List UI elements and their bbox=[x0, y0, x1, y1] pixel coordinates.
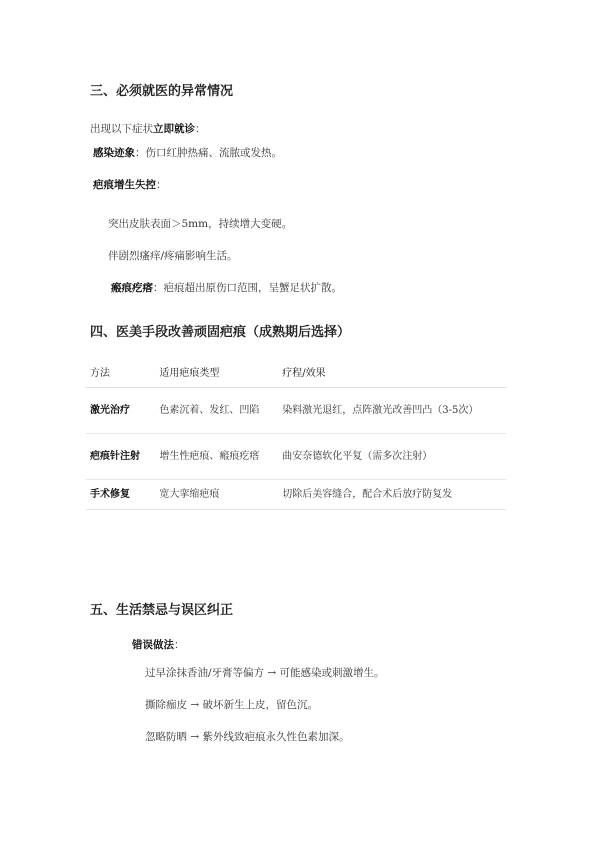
scar-line bbox=[93, 177, 167, 192]
infection-text: ：伤口红肿热痛、流脓或发热。 bbox=[135, 147, 282, 159]
table-cell-method: 激光治疗 bbox=[86, 388, 155, 434]
keloid-line bbox=[111, 280, 342, 295]
section4-heading: 四、医美手段改善顽固疤痕（成熟期后选择） bbox=[90, 325, 351, 340]
treatment-table bbox=[86, 356, 506, 510]
table-cell-effect: 曲安奈德软化平复（需多次注射） bbox=[278, 434, 506, 480]
table-cell-method: 疤痕针注射 bbox=[86, 434, 155, 480]
infection-line bbox=[93, 145, 282, 160]
keloid-text: ：疤痕超出原伤口范围，呈蟹足状扩散。 bbox=[153, 282, 342, 294]
wrong-item-2: 撕除痂皮 → 破坏新生上皮，留色沉。 bbox=[145, 699, 318, 711]
scar-item-1: 突出皮肤表面＞5mm，持续增大变硬。 bbox=[108, 218, 293, 230]
table-cell-method: 手术修复 bbox=[86, 480, 155, 510]
keloid-label: 瘢痕疙瘩 bbox=[111, 282, 153, 294]
table-cell-type: 增生性疤痕、瘢痕疙瘩 bbox=[155, 434, 278, 480]
section3-heading: 三、必须就医的异常情况 bbox=[90, 84, 234, 99]
table-row bbox=[86, 388, 506, 434]
scar-item-2: 伴剧烈瘙痒/疼痛影响生活。 bbox=[108, 250, 238, 262]
table-row bbox=[86, 480, 506, 510]
table-cell-effect: 染料激光退红，点阵激光改善凹凸（3-5次） bbox=[278, 388, 506, 434]
column-header-effect: 疗程/效果 bbox=[278, 356, 506, 388]
infection-label: 感染迹象 bbox=[93, 147, 135, 159]
intro-prefix: 出现以下症状 bbox=[90, 123, 153, 135]
table-cell-effect: 切除后美容缝合，配合术后放疗防复发 bbox=[278, 480, 506, 510]
wrong-practices-line bbox=[132, 637, 185, 652]
section5-heading: 五、生活禁忌与误区纠正 bbox=[90, 603, 234, 618]
table-cell-type: 宽大挛缩疤痕 bbox=[155, 480, 278, 510]
column-header-type: 适用疤痕类型 bbox=[155, 356, 278, 388]
table-cell-type: 色素沉着、发红、凹陷 bbox=[155, 388, 278, 434]
scar-label: 疤痕增生失控 bbox=[93, 179, 156, 191]
scar-suffix: ： bbox=[156, 179, 167, 191]
wrong-item-3: 忽略防晒 → 紫外线致疤痕永久性色素加深。 bbox=[145, 731, 350, 743]
intro-bold: 立即就诊 bbox=[153, 123, 195, 135]
wrong-item-1: 过早涂抹香油/牙膏等偏方 → 可能感染或刺激增生。 bbox=[145, 667, 385, 679]
wrong-label: 错误做法 bbox=[132, 639, 174, 651]
intro-suffix: ： bbox=[195, 123, 206, 135]
wrong-suffix: ： bbox=[174, 639, 185, 651]
section3-intro bbox=[90, 121, 206, 136]
table-row bbox=[86, 434, 506, 480]
table-header-row bbox=[86, 356, 506, 388]
column-header-method: 方法 bbox=[86, 356, 155, 388]
